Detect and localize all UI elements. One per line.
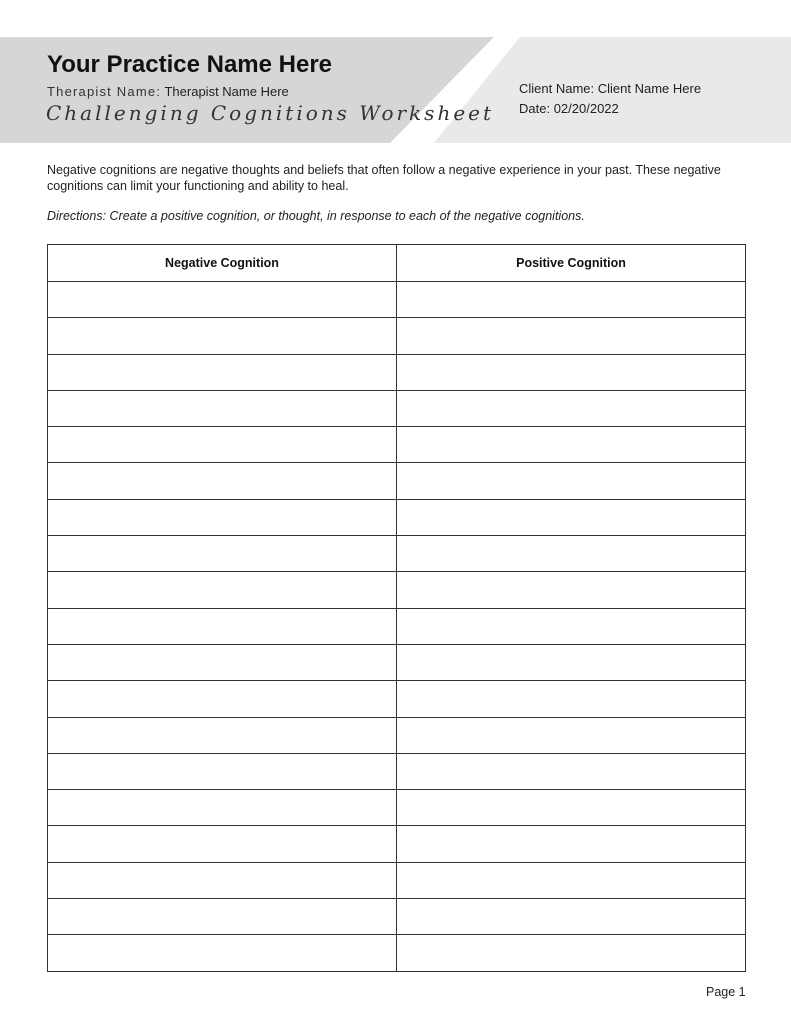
negative-cognition-cell[interactable] bbox=[48, 536, 397, 572]
positive-cognition-cell[interactable] bbox=[397, 899, 746, 935]
table-row bbox=[48, 644, 746, 680]
intro-paragraph: Negative cognitions are negative thoughts and beliefs that often follow a negative experience in your past. These negative cognitions can limit your functioning and ability to heal. bbox=[47, 163, 721, 193]
page-number: Page 1 bbox=[706, 985, 746, 999]
positive-cognition-cell[interactable] bbox=[397, 318, 746, 354]
table-body bbox=[48, 282, 746, 972]
table-row bbox=[48, 899, 746, 935]
table-row bbox=[48, 390, 746, 426]
positive-cognition-cell[interactable] bbox=[397, 282, 746, 318]
negative-cognition-cell[interactable] bbox=[48, 826, 397, 862]
positive-cognition-cell[interactable] bbox=[397, 463, 746, 499]
therapist-row bbox=[47, 84, 289, 99]
therapist-value[interactable]: Therapist Name Here bbox=[164, 84, 289, 99]
positive-cognition-cell[interactable] bbox=[397, 572, 746, 608]
positive-cognition-cell[interactable] bbox=[397, 536, 746, 572]
positive-cognition-cell[interactable] bbox=[397, 753, 746, 789]
positive-cognition-cell[interactable] bbox=[397, 717, 746, 753]
negative-cognition-cell[interactable] bbox=[48, 282, 397, 318]
date-row bbox=[519, 101, 619, 116]
negative-cognition-cell[interactable] bbox=[48, 608, 397, 644]
negative-cognition-cell[interactable] bbox=[48, 862, 397, 898]
table-row bbox=[48, 717, 746, 753]
negative-cognition-cell[interactable] bbox=[48, 681, 397, 717]
positive-cognition-cell[interactable] bbox=[397, 390, 746, 426]
client-label: Client Name: bbox=[519, 81, 595, 96]
positive-cognition-cell[interactable] bbox=[397, 790, 746, 826]
table-row bbox=[48, 935, 746, 971]
positive-cognition-cell[interactable] bbox=[397, 427, 746, 463]
positive-cognition-cell[interactable] bbox=[397, 644, 746, 680]
table-row bbox=[48, 572, 746, 608]
positive-cognition-cell[interactable] bbox=[397, 826, 746, 862]
table-row bbox=[48, 499, 746, 535]
therapist-label: Therapist Name: bbox=[47, 84, 162, 99]
table-row bbox=[48, 536, 746, 572]
column-header-positive: Positive Cognition bbox=[397, 245, 746, 282]
table-header-row bbox=[48, 245, 746, 282]
date-value[interactable]: 02/20/2022 bbox=[553, 101, 619, 116]
negative-cognition-cell[interactable] bbox=[48, 899, 397, 935]
negative-cognition-cell[interactable] bbox=[48, 390, 397, 426]
positive-cognition-cell[interactable] bbox=[397, 862, 746, 898]
positive-cognition-cell[interactable] bbox=[397, 681, 746, 717]
positive-cognition-cell[interactable] bbox=[397, 935, 746, 971]
date-label: Date: bbox=[519, 101, 551, 116]
table-row bbox=[48, 826, 746, 862]
table-row bbox=[48, 681, 746, 717]
table-row bbox=[48, 463, 746, 499]
negative-cognition-cell[interactable] bbox=[48, 753, 397, 789]
negative-cognition-cell[interactable] bbox=[48, 644, 397, 680]
worksheet-title: Challenging Cognitions Worksheet bbox=[46, 101, 495, 125]
table-row bbox=[48, 753, 746, 789]
table-row bbox=[48, 354, 746, 390]
negative-cognition-cell[interactable] bbox=[48, 717, 397, 753]
directions-text: Directions: Create a positive cognition, or thought, in response to each of the negative cognitions. bbox=[47, 209, 585, 223]
negative-cognition-cell[interactable] bbox=[48, 354, 397, 390]
table-row bbox=[48, 862, 746, 898]
negative-cognition-cell[interactable] bbox=[48, 427, 397, 463]
column-header-negative: Negative Cognition bbox=[48, 245, 397, 282]
client-row bbox=[519, 81, 701, 96]
client-value[interactable]: Client Name Here bbox=[597, 81, 702, 96]
table-row bbox=[48, 318, 746, 354]
negative-cognition-cell[interactable] bbox=[48, 790, 397, 826]
table-row bbox=[48, 282, 746, 318]
negative-cognition-cell[interactable] bbox=[48, 499, 397, 535]
negative-cognition-cell[interactable] bbox=[48, 463, 397, 499]
table-row bbox=[48, 427, 746, 463]
table-row bbox=[48, 790, 746, 826]
practice-name: Your Practice Name Here bbox=[47, 51, 333, 78]
positive-cognition-cell[interactable] bbox=[397, 354, 746, 390]
positive-cognition-cell[interactable] bbox=[397, 608, 746, 644]
negative-cognition-cell[interactable] bbox=[48, 935, 397, 971]
negative-cognition-cell[interactable] bbox=[48, 318, 397, 354]
positive-cognition-cell[interactable] bbox=[397, 499, 746, 535]
table-row bbox=[48, 608, 746, 644]
cognition-table bbox=[47, 244, 746, 972]
negative-cognition-cell[interactable] bbox=[48, 572, 397, 608]
